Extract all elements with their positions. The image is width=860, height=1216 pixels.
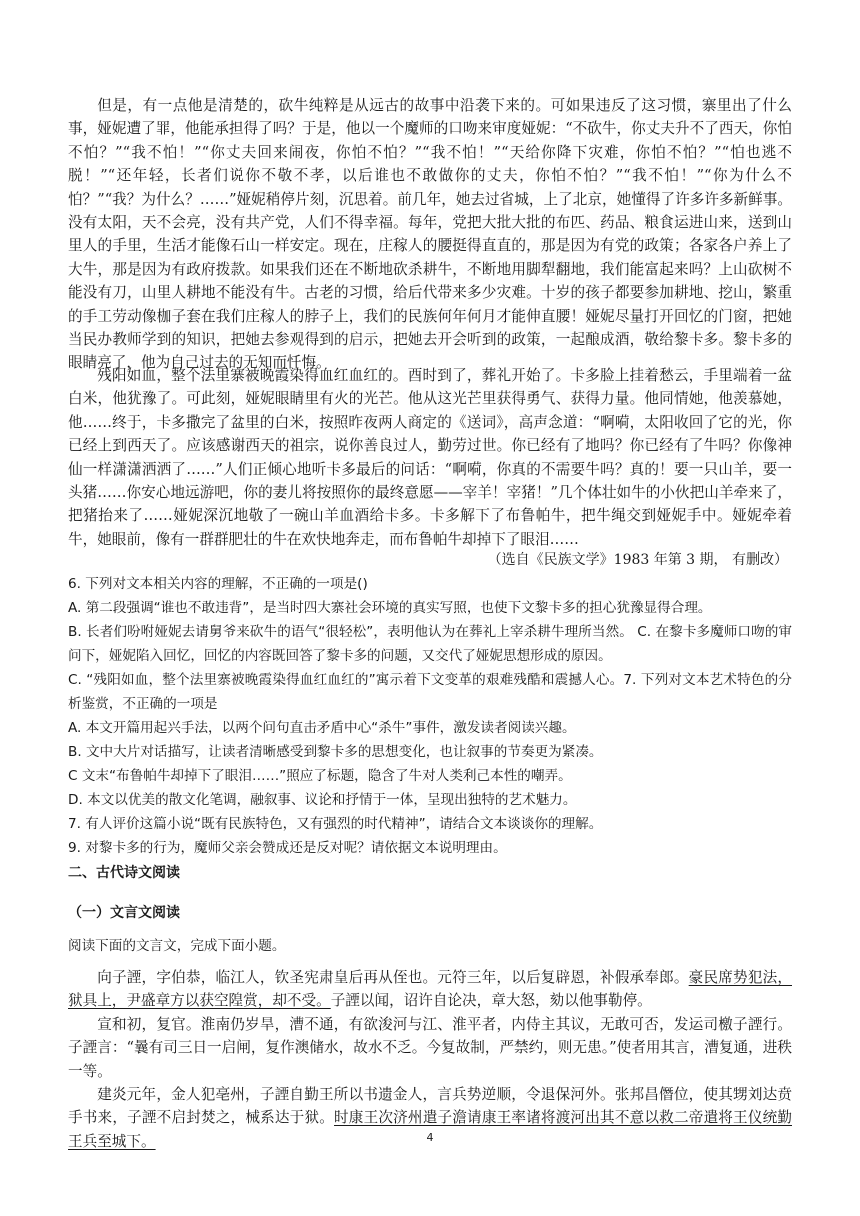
underlined-sentence-1: 豪民席势犯法，狱具上，尹盛章方以获空隍赏，却不受。	[68, 969, 792, 1010]
underlined-sentence-2: 时康王次济州遣子澹请康王率诸将渡河出其不意以救二帝遣将王仪统勤王兵至城下。	[68, 1109, 792, 1150]
reading-instruction: 阅读下面的文言文，完成下面小题。	[68, 938, 286, 954]
story-paragraph-1: 但是，有一点他是清楚的，砍牛纯粹是从远古的故事中沿袭下来的。可如果违反了这习惯，寨里出了什么事，娅妮遭了罪，他能承担得了吗？于是，他以一个魔师的口吻来审度娅妮：“不砍牛，你丈夫升不了西天，你怕不怕？”“我不怕！”“你丈夫回来闹夜，你怕不怕？”“我不怕！”“天给你降下灾难，你怕不怕？”“怕也逃不脱！”“还年轻，长者们说你不敬不孝，以后谁也不敢做你的丈夫，你怕不怕？”“我不怕！”“你为什么不怕？”“我？为什么？……”娅妮稍停片刻，沉思着。前几年，她去过省城，上了北京，她懂得了许多许多新鲜事。没有太阳，天不会亮，没有共产党，人们不得幸福。每年，党把大批大批的布匹、药品、粮食运进山来，送到山里人的手里，生活才能像石山一样安定。现在，庄稼人的腰挺得直直的，那是因为有党的政策；各家各户养上了大牛，那是因为有政府拨款。如果我们还在不断地砍杀耕牛，不断地用脚犁翻地，我们能富起来吗？上山砍树不能没有刀，山里人耕地不能没有牛。古老的习惯，给后代带来多少灾难。十岁的孩子都要参加耕地、挖山，繁重的手工劳动像枷子套在我们庄稼人的脖子上，我们的民族何年何月才能伸直腰！娅妮尽量打开回忆的门窗，把她当民办教师学到的知识，把她去参观得到的启示，把她去开会听到的政策，一起酿成酒，敬给黎卡多。黎卡多的眼睛亮了，他为自己过去的无知而忏悔。	[68, 97, 792, 372]
subsection-heading: （一）文言文阅读	[68, 905, 180, 921]
classical-text: 向子諲，字伯恭，临江人，钦圣宪肃皇后再从侄也。元符三年，以后复辟恩，补假承奉郎。	[97, 969, 689, 986]
question-7-option-a: A. 本文开篇用起兴手法，以两个问句直击矛盾中心“杀牛”事件，激发读者阅读兴趣。	[68, 720, 576, 736]
question-8: 7. 有人评价这篇小说“既有民族特色，又有强烈的时代精神”，请结合文本谈谈你的理解。	[68, 816, 603, 832]
question-6-option-a: A. 第二段强调“谁也不敢违背”，是当时四大寨社会环境的真实写照，也使下文黎卡多的担心犹豫显得合理。	[68, 600, 712, 616]
question-7-option-c: C 文末“布鲁帕牛却掉下了眼泪……”照应了标题，隐含了牛对人类利己本性的嘲弄。	[68, 768, 572, 784]
story-paragraph-2: 残阳如血，整个法里寨被晚霞染得血红血红的。酉时到了，葬礼开始了。卡多脸上挂着愁云，手里端着一盆白米，他犹豫了。可此刻，娅妮眼睛里有火的光芒。他从这光芒里获得勇气、获得力量。他同情她，他羡慕她，他……终于，卡多撒完了盆里的白米，按照昨夜两人商定的《送词》，高声念道：“啊嗬，太阳收回了它的光，你已经上到西天了。应该感谢西天的祖宗，说你善良过人，勤劳过世。你已经有了地吗？你已经有了牛吗？你像神仙一样潇潇洒洒了……”人们正倾心地听卡多最后的问话：“啊嗬，你真的不需要牛吗？真的！要一只山羊，要一头猪……你安心地远游吧，你的妻儿将按照你的最终意愿——宰羊！宰猪！”几个体壮如牛的小伙把山羊牵来了，把猪抬来了……娅妮深沉地敬了一碗山羊血酒给卡多。卡多解下了布鲁帕牛，把牛绳交到娅妮手中。娅妮牵着牛，她眼前，像有一群群肥壮的牛在欢快地奔走，而布鲁帕牛却掉下了眼泪……	[68, 367, 792, 548]
question-7-option-b: B. 文中大片对话描写，让读者清晰感受到黎卡多的思想变化，也让叙事的节奏更为紧凑。	[68, 744, 603, 760]
classical-text: 子諲以闻，诏许自论决，章大怒，劾以他事勒停。	[330, 992, 652, 1010]
page-number: 4	[426, 1131, 434, 1144]
question-6-option-c: C. “残阳如血，整个法里寨被晚霞染得血红血红的”寓示着下文变革的艰难残酷和震撼人心。7. 下列对文本艺术特色的分析鉴赏，不正确的一项是	[68, 672, 792, 713]
question-6: 6. 下列对文本相关内容的理解，不正确的一项是()	[68, 576, 368, 592]
question-6-option-b: B. 长者们吩咐娅妮去请舅爷来砍牛的语气“很轻松”，表明他认为在葬礼上宰杀耕牛理所当然。 C. 在黎卡多魔师口吻的审问下，娅妮陷入回忆，回忆的内容既回答了黎卡多的问题，又交代了娅妮思想形成的原因。	[68, 624, 792, 665]
source-citation: （选自《民族文学》1983 年第 3 期， 有删改）	[487, 552, 788, 568]
classical-paragraph-1	[68, 966, 792, 1013]
classical-text: 建炎元年，金人犯亳州，子諲自勤王所以书遗金人，言兵势逆顺，令退保河外。张邦昌僭位，使其甥刘达贲手书来，子諲不启封焚之，械系达于狱。	[68, 1086, 792, 1127]
section-heading: 二、古代诗文阅读	[68, 865, 180, 881]
classical-paragraph-2: 宣和初，复官。淮南仍岁旱，漕不通，有欲浚河与江、淮平者，内侍主其议，无敢可否，发运司檄子諲行。子諲言：“曩有司三日一启闸，复作澳储水，故水不乏。今复故制，严禁约，则无患。”使者用其言，漕复通，进秩一等。	[68, 1016, 792, 1080]
question-9: 9. 对黎卡多的行为，魔师父亲会赞成还是反对呢？请依据文本说明理由。	[68, 840, 507, 856]
question-7-option-d: D. 本文以优美的散文化笔调，融叙事、议论和抒情于一体，呈现出独特的艺术魅力。	[68, 792, 577, 808]
